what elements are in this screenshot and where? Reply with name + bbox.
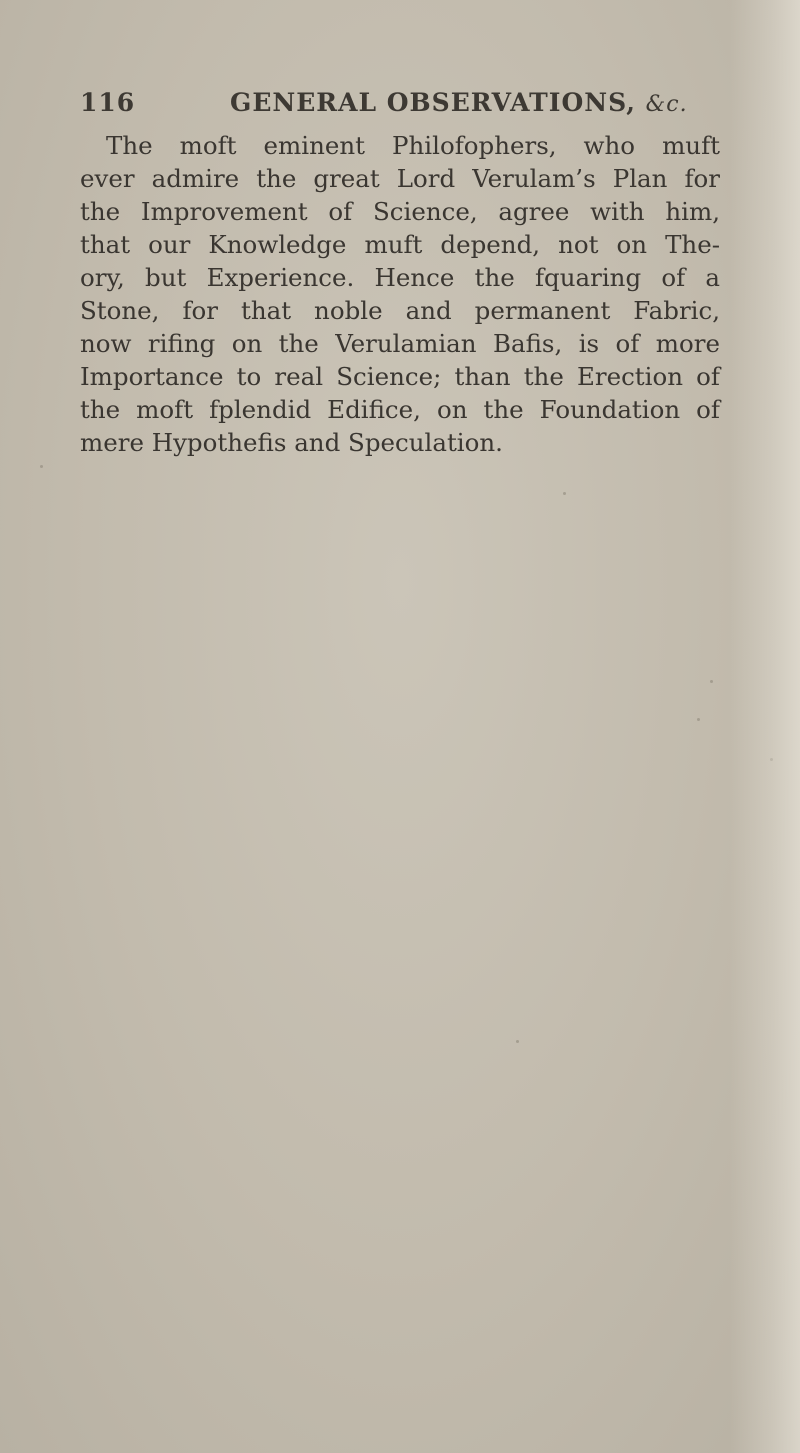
text-line-6: Stone, for that noble and permanent Fabric, bbox=[80, 296, 720, 325]
text-line-5: ory, but Experience. Hence the fquaring of a bbox=[80, 263, 720, 292]
body-paragraph bbox=[80, 129, 720, 459]
text-line-3: the Improvement of Science, agree with him, bbox=[80, 197, 720, 226]
running-head bbox=[80, 88, 720, 124]
text-line-10: mere Hypothefis and Speculation. bbox=[80, 428, 503, 457]
paper-speck bbox=[516, 1040, 519, 1043]
text-line-2: ever admire the great Lord Verulam’s Plan for bbox=[80, 164, 720, 193]
text-line-9: the moft fplendid Edifice, on the Foundation of bbox=[80, 395, 720, 424]
paper-speck bbox=[40, 465, 43, 468]
text-line-8: Importance to real Science; than the Erection of bbox=[80, 362, 720, 391]
page-number: 116 bbox=[80, 88, 136, 117]
text-line-1: The moft eminent Philofophers, who muft bbox=[106, 131, 720, 160]
text-line-7: now rifing on the Verulamian Bafis, is of more bbox=[80, 329, 720, 358]
paper-speck bbox=[770, 758, 773, 761]
paper-speck bbox=[697, 718, 700, 721]
paper-speck bbox=[563, 492, 566, 495]
page-title-text: GENERAL OBSERVATIONS, bbox=[230, 88, 636, 117]
page-title bbox=[230, 88, 688, 117]
paper-speck bbox=[710, 680, 713, 683]
text-line-4: that our Knowledge muft depend, not on The- bbox=[80, 230, 720, 259]
page-title-etc: &c. bbox=[645, 92, 688, 117]
